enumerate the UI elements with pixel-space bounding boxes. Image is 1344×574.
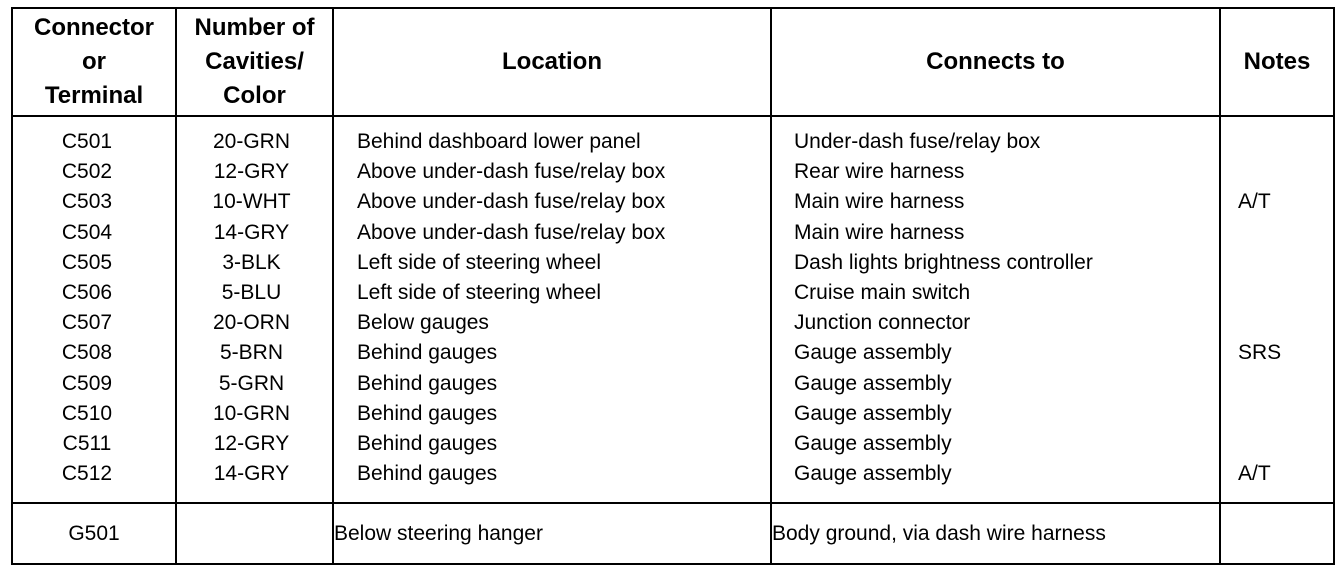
table-cell-notes — [1221, 278, 1333, 308]
table-cell-cavities: 14-GRY — [213, 462, 290, 486]
table-cell-location: Above under-dash fuse/relay box — [357, 190, 666, 214]
table-cell-connects-to: Junction connector — [794, 311, 971, 335]
table-cell-location: Behind gauges — [357, 462, 498, 486]
header-connector: Connector or Terminal — [12, 8, 176, 116]
table-cell-connects-to: Gauge assembly — [794, 401, 952, 425]
table-cell-location: Left side of steering wheel — [357, 281, 601, 305]
ground-row — [12, 503, 1334, 564]
table-cell-location: Behind gauges — [357, 341, 498, 365]
table-cell-connector: C506 — [61, 281, 113, 305]
table-cell-connects-to: Rear wire harness — [794, 160, 965, 184]
table-cell-connects-to: Gauge assembly — [794, 462, 952, 486]
table-cell-cavities: 20-ORN — [212, 311, 291, 335]
table-cell-connector: C512 — [61, 462, 113, 486]
ground-connects-to-cell: Body ground, via dash wire harness — [771, 503, 1220, 564]
header-cavities: Number of Cavities/ Color — [176, 8, 333, 116]
table-cell-connector: C507 — [61, 311, 113, 335]
ground-location-cell: Below steering hanger — [333, 503, 771, 564]
connector-table — [11, 7, 1335, 565]
table-cell-connects-to: Dash lights brightness controller — [794, 250, 1093, 274]
table-header-row — [12, 8, 1334, 116]
table-cell-cavities: 5-BLU — [221, 281, 282, 305]
cavities-column — [176, 116, 333, 503]
notes-column — [1220, 116, 1334, 503]
table-cell-location: Behind gauges — [357, 401, 498, 425]
table-cell-notes — [1221, 308, 1333, 338]
connector-column — [12, 116, 176, 503]
table-cell-connector: C511 — [62, 432, 112, 456]
table-cell-cavities: 3-BLK — [222, 250, 281, 274]
table-cell-connector: C501 — [61, 130, 113, 153]
table-cell-cavities: 20-GRN — [212, 130, 291, 153]
header-connects-to: Connects to — [771, 8, 1220, 116]
table-cell-connects-to: Gauge assembly — [794, 341, 952, 365]
table-cell-connects-to: Cruise main switch — [794, 281, 971, 305]
table-cell-cavities: 10-GRN — [212, 401, 291, 425]
table-cell-cavities: 5-GRN — [218, 371, 285, 395]
table-cell-connector: C509 — [61, 371, 113, 395]
ground-notes-cell — [1220, 503, 1334, 564]
table-cell-notes — [1221, 127, 1333, 157]
table-cell-connects-to: Gauge assembly — [794, 432, 952, 456]
table-cell-notes: A/T — [1238, 462, 1271, 486]
table-cell-location: Behind dashboard lower panel — [357, 130, 641, 153]
table-cell-connects-to: Gauge assembly — [794, 371, 952, 395]
header-notes: Notes — [1220, 8, 1334, 116]
ground-connector-cell: G501 — [12, 503, 176, 564]
table-cell-location: Behind gauges — [357, 432, 498, 456]
table-cell-cavities: 10-WHT — [212, 190, 291, 214]
table-cell-connects-to: Main wire harness — [794, 220, 965, 244]
table-cell-location: Left side of steering wheel — [357, 250, 601, 274]
table-cell-cavities: 14-GRY — [213, 220, 290, 244]
table-cell-location: Above under-dash fuse/relay box — [357, 160, 666, 184]
table-cell-notes — [1221, 429, 1333, 459]
header-location: Location — [333, 8, 771, 116]
table-cell-connector: C504 — [61, 220, 113, 244]
table-cell-connector: C503 — [61, 190, 113, 214]
table-cell-notes — [1221, 399, 1333, 429]
table-cell-notes — [1221, 157, 1333, 187]
table-cell-location: Behind gauges — [357, 371, 498, 395]
table-cell-notes — [1221, 248, 1333, 278]
table-cell-connector: C502 — [61, 160, 113, 184]
table-cell-location: Above under-dash fuse/relay box — [357, 220, 666, 244]
table-cell-connector: C505 — [61, 250, 113, 274]
connects-to-column — [771, 116, 1220, 503]
table-cell-notes — [1221, 218, 1333, 248]
table-cell-notes — [1221, 369, 1333, 399]
table-cell-cavities: 12-GRY — [213, 432, 290, 456]
table-cell-connector: C510 — [61, 401, 113, 425]
location-column — [333, 116, 771, 503]
table-cell-cavities: 5-BRN — [219, 341, 283, 365]
ground-cavities-cell — [176, 503, 333, 564]
table-cell-connector: C508 — [61, 341, 113, 365]
table-cell-connects-to: Main wire harness — [794, 190, 965, 214]
table-cell-connects-to: Under-dash fuse/relay box — [794, 130, 1041, 153]
table-cell-location: Below gauges — [357, 311, 489, 335]
table-cell-notes: SRS — [1238, 341, 1282, 365]
table-cell-notes: A/T — [1238, 190, 1271, 214]
connector-rows-group — [12, 116, 1334, 503]
table-cell-cavities: 12-GRY — [213, 160, 290, 184]
